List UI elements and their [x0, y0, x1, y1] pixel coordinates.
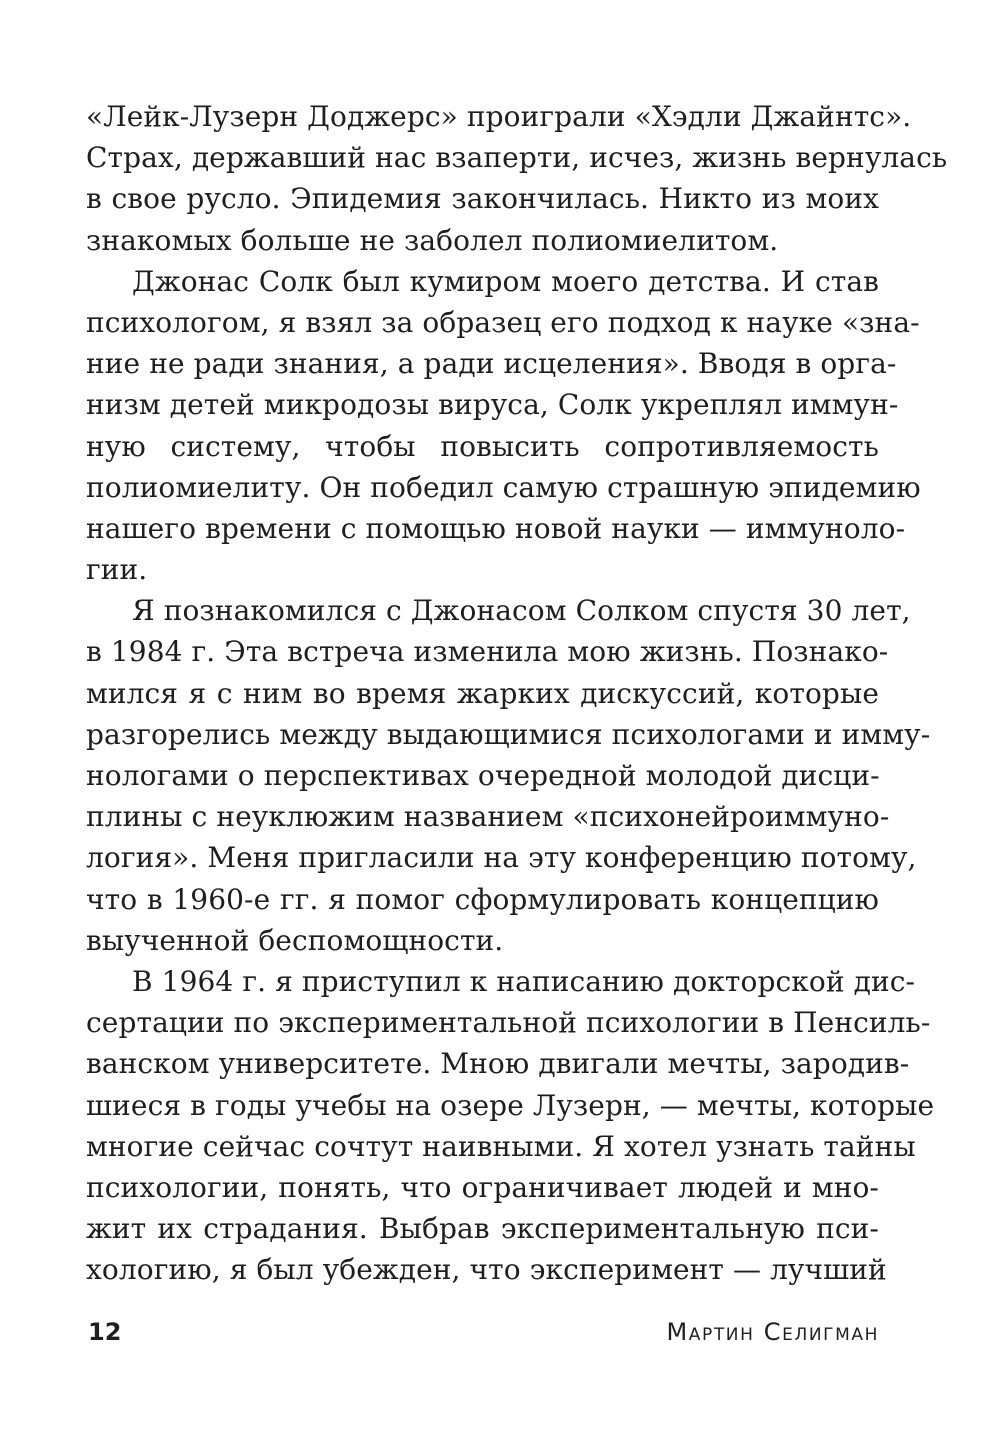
text-line: знакомых больше не заболел полиомиелитом.: [86, 223, 779, 257]
text-line: Я познакомился с Джонасом Солком спустя 30 лет,: [132, 594, 911, 628]
text-line: в 1984 г. Эта встреча изменила мою жизнь. Познако-: [86, 635, 889, 669]
text-line: психологом, я взял за образец его подход к науке «зна-: [86, 305, 920, 339]
text-line: В 1964 г. я приступил к написанию докторской дис-: [132, 964, 916, 998]
text-line: гии.: [86, 553, 148, 587]
running-footer-author: Мартин Селигман: [666, 1318, 879, 1346]
text-line: мился я с ним во время жарких дискуссий, которые: [86, 676, 879, 710]
body-text: [86, 96, 948, 1290]
text-line: сертации по экспериментальной психологии в Пенсиль-: [86, 1006, 931, 1040]
page-number: 12: [88, 1318, 122, 1346]
text-line: плины с неуклюжим названием «психонейроиммуно-: [86, 800, 890, 834]
text-line: полиомиелиту. Он победил самую страшную эпидемию: [86, 470, 921, 504]
text-line: в свое русло. Эпидемия закончилась. Никто из моих: [86, 182, 879, 216]
text-line: нашего времени с помощью новой науки — иммуноло-: [86, 511, 906, 545]
text-line: логия». Меня пригласили на эту конференцию потому,: [86, 841, 917, 875]
text-line: что в 1960-е гг. я помог сформулировать концепцию: [86, 882, 879, 916]
text-line: выученной беспомощности.: [86, 923, 504, 957]
text-line: низм детей микродозы вируса, Солк укреплял иммун-: [86, 388, 899, 422]
text-line: ную систему, чтобы повысить сопротивляемость: [86, 429, 879, 463]
text-line: разгорелись между выдающимися психологами и имму-: [86, 717, 931, 751]
text-line: Джонас Солк был кумиром моего детства. И став: [132, 264, 879, 298]
text-line: нологами о перспективах очередной молодой дисци-: [86, 759, 880, 792]
text-line: ванском университете. Мною двигали мечты, зародив-: [86, 1047, 910, 1081]
text-line: психологии, понять, что ограничивает людей и мно-: [86, 1170, 879, 1204]
text-line: многие сейчас сочтут наивными. Я хотел узнать тайны: [86, 1129, 916, 1163]
text-line: «Лейк-Лузерн Доджерс» проиграли «Хэдли Джайнтс».: [86, 100, 912, 133]
text-line: жит их страдания. Выбрав экспериментальную пси-: [86, 1212, 879, 1246]
text-line: ние не ради знания, а ради исцеления». Вводя в орга-: [86, 347, 897, 381]
text-line: хологию, я был убежден, что эксперимент — лучший: [86, 1253, 887, 1287]
text-line: шиеся в годы учебы на озере Лузерн, — мечты, которые: [86, 1088, 935, 1122]
text-line: Страх, державший нас взаперти, исчез, жизнь вернулась: [86, 141, 948, 175]
